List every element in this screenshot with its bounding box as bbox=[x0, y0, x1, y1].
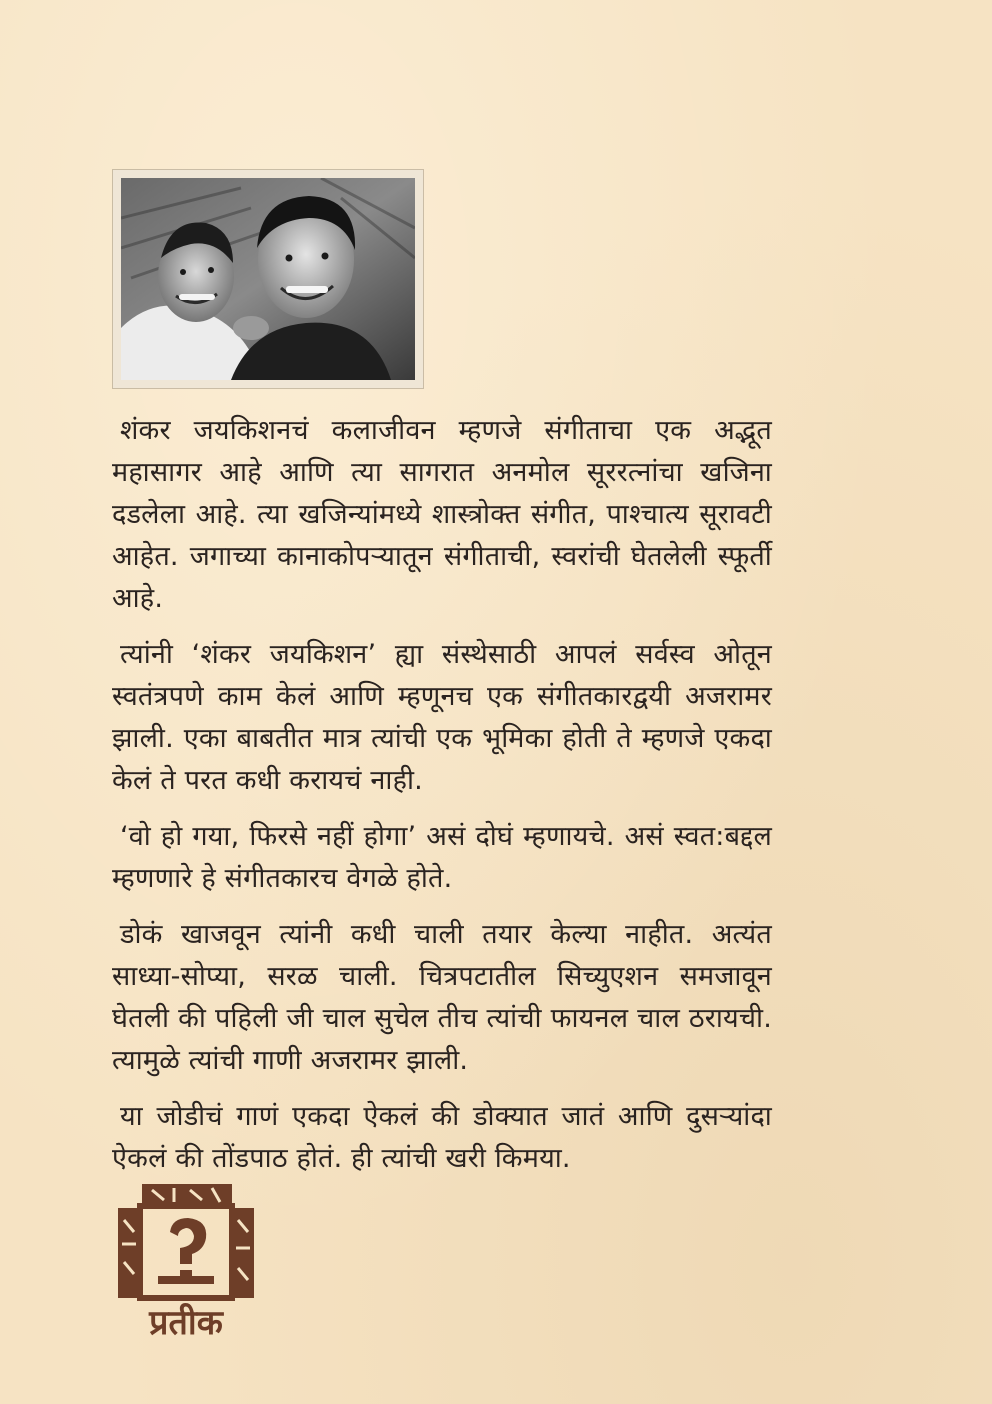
paragraph-4: डोकं खाजवून त्यांनी कधी चाली तयार केल्या नाहीत. अत्यंत साध्या-सोप्या, सरळ चाली. चित्रपटातील सिच्युएशन समजावून घेतली की पहिली जी चाल सुचेल तीच त्यांची फायनल चाल ठरायची. त्यामुळे त्यांची गाणी अजरामर झाली. bbox=[112, 919, 772, 1076]
photo-image bbox=[121, 178, 415, 380]
author-photo bbox=[113, 170, 423, 388]
paragraph-3: ‘वो हो गया, फिरसे नहीं होगा’ असं दोघं म्हणायचे. असं स्वत:बद्दल म्हणणारे हे संगीतकारच वेगळे होते. bbox=[112, 821, 772, 894]
paragraph-5: या जोडीचं गाणं एकदा ऐकलं की डोक्यात जातं आणि दुसऱ्यांदा ऐकलं की तोंडपाठ होतं. ही त्यांची खरी किमया. bbox=[112, 1101, 772, 1174]
paragraph-1: शंकर जयकिशनचं कलाजीवन म्हणजे संगीताचा एक अद्भूत महासागर आहे आणि त्या सागरात अनमोल सूररत्नांचा खजिना दडलेला आहे. त्या खजिन्यांमध्ये शास्त्रोक्त संगीत, पाश्चात्य सूरावटी आहेत. जगाच्या कानाकोपऱ्यातून संगीताची, स्वरांची घेतलेली स्फूर्ती आहे. bbox=[112, 415, 772, 614]
paragraph-2: त्यांनी ‘शंकर जयकिशन’ ह्या संस्थेसाठी आपलं सर्वस्व ओतून स्वतंत्रपणे काम केलं आणि म्हणूनच एक संगीतकारद्वयी अजरामर झाली. एका बाबतीत मात्र त्यांची एक भूमिका होती ते म्हणजे एकदा केलं ते परत कधी करायचं नाही. bbox=[112, 639, 772, 796]
body-text bbox=[112, 410, 772, 1194]
logo-wordmark: प्रतीक bbox=[149, 1303, 223, 1343]
pratik-logo-icon bbox=[112, 1178, 260, 1346]
publisher-logo bbox=[112, 1178, 260, 1346]
